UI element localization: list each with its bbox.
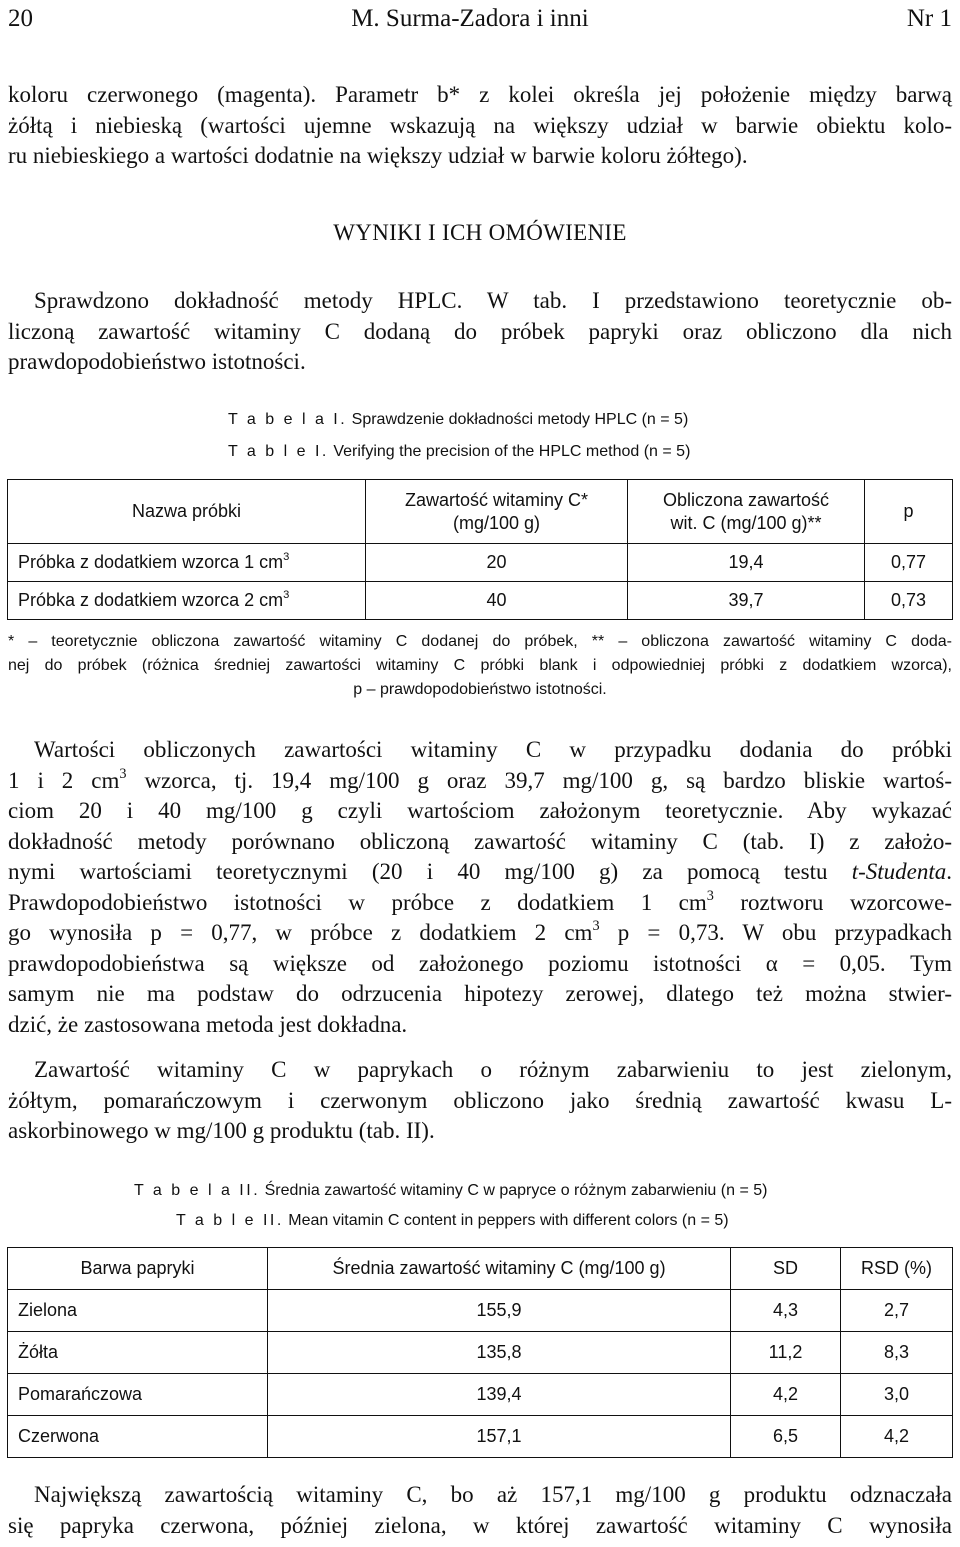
table2-caption-en: [176, 1212, 729, 1230]
table-row: [8, 582, 953, 620]
running-authors: M. Surma-Zadora i inni: [351, 5, 589, 32]
table-cell: [8, 544, 366, 582]
table-cell: 0,77: [865, 544, 953, 582]
table-cell: 157,1: [268, 1416, 731, 1458]
table1: [7, 479, 953, 620]
footnote-line: * – teoretycznie obliczona zawartość witaminy C dodanej do próbek, ** – obliczona zawartość witaminy C doda-: [8, 633, 952, 650]
journal-issue: Nr 1: [906, 5, 952, 32]
page-number: 20: [8, 5, 33, 32]
table-cell: 8,3: [841, 1332, 953, 1374]
text-line: Sprawdzono dokładność metody HPLC. W tab. I przedstawiono teoretycznie ob-: [34, 288, 952, 313]
table-header-row: [8, 480, 953, 544]
col-header: [366, 480, 628, 544]
table-row: [8, 544, 953, 582]
superscript: 3: [283, 551, 290, 564]
table-cell: Pomarańczowa: [8, 1374, 268, 1416]
table1-label-en: T a b l e I.: [228, 443, 329, 460]
table1-label-pl: T a b e l a I.: [228, 411, 348, 428]
running-head: [8, 2, 952, 36]
col-header: p: [865, 480, 953, 544]
text-line: ciom 20 i 40 mg/100 g czyli wartościom założonym teoretycznie. Aby wykazać: [8, 798, 952, 823]
table-cell: 11,2: [731, 1332, 841, 1374]
col-header: Nazwa próbki: [8, 480, 366, 544]
table-cell: 2,7: [841, 1290, 953, 1332]
table-cell: 0,73: [865, 582, 953, 620]
table2: [7, 1247, 953, 1458]
text-line: żółtą i niebieską (wartości ujemne wskazują na większy udział w barwie obiektu kolo-: [8, 112, 952, 138]
table-cell: 4,3: [731, 1290, 841, 1332]
text-line: żółtym, pomarańczowym i czerwonym obliczono jako średnią zawartość kwasu L-: [8, 1087, 952, 1113]
text-line: Wartości obliczonych zawartości witaminy C w przypadku dodania do próbki: [34, 737, 952, 762]
intro-paragraph: [8, 80, 952, 172]
sample-name: Próbka z dodatkiem wzorca 2 cm: [18, 590, 284, 610]
text-line: dokładność metody porównano obliczoną zawartość witaminy C (tab. I) z założo-: [8, 828, 952, 854]
col-header: Barwa papryki: [8, 1248, 268, 1290]
table-cell: 39,7: [628, 582, 865, 620]
table-cell: 6,5: [731, 1416, 841, 1458]
col-header: Średnia zawartość witaminy C (mg/100 g): [268, 1248, 731, 1290]
text-line: prawdopodobieństwa są większe od założonego poziomu istotności α = 0,05. Tym: [8, 950, 952, 976]
table-row: [8, 1332, 953, 1374]
color-paragraph: [8, 1055, 952, 1147]
col-header: RSD (%): [841, 1248, 953, 1290]
section-heading: WYNIKI I ICH OMÓWIENIE: [333, 220, 627, 245]
table-cell: Czerwona: [8, 1416, 268, 1458]
table-cell: 40: [366, 582, 628, 620]
text-line: dzić, że zastosowana metoda jest dokładna.: [8, 1011, 408, 1037]
discussion-paragraph: [8, 735, 952, 1040]
table-row: [8, 1290, 953, 1332]
table2-caption-pl: [134, 1182, 767, 1200]
table2-title-pl: Średnia zawartość witaminy C w papryce o różnym zabarwieniu (n = 5): [264, 1182, 768, 1199]
table-cell: 19,4: [628, 544, 865, 582]
table-cell: 3,0: [841, 1374, 953, 1416]
table1-title-pl: Sprawdzenie dokładności metody HPLC (n = 5): [351, 411, 689, 428]
col-header-line: wit. C (mg/100 g)**: [670, 512, 822, 533]
footnote-line: p – prawdopodobieństwo istotności.: [353, 681, 607, 698]
table-row: [8, 1416, 953, 1458]
results-paragraph: [8, 286, 952, 378]
table-cell: Żółta: [8, 1332, 268, 1374]
col-header-line: Zawartość witaminy C*: [404, 489, 589, 510]
sample-name: Próbka z dodatkiem wzorca 1 cm: [18, 552, 284, 572]
text-line: ru niebieskiego a wartości dodatnie na większy udział w barwie koloru żółtego).: [8, 143, 748, 168]
col-header: SD: [731, 1248, 841, 1290]
table1-caption-pl: [228, 411, 688, 429]
text-line: Największą zawartością witaminy C, bo aż 157,1 mg/100 g produktu odznaczała: [34, 1482, 952, 1507]
table-cell: 139,4: [268, 1374, 731, 1416]
text-line: koloru czerwonego (magenta). Parametr b* z kolei określa jej położenie między barwą: [8, 82, 952, 107]
text-line: prawdopodobieństwo istotności.: [8, 349, 306, 374]
table2-label-pl: T a b e l a II.: [134, 1182, 261, 1199]
text-line: go wynosiła p = 0,77, w próbce z dodatkiem 2 $cm^3$ p = 0,73. W obu przypadkach: [8, 918, 952, 945]
text-line: liczoną zawartość witaminy C dodaną do próbek papryki oraz obliczono dla nich: [8, 318, 952, 344]
closing-paragraph: [8, 1480, 952, 1541]
footnote-line: nej do próbek (różnica średniej zawartości witaminy C próbki blank i odpowiedniej próbki z dodatkiem wzorca),: [8, 657, 952, 674]
table-cell: 4,2: [841, 1416, 953, 1458]
table-cell: [8, 582, 366, 620]
text-line: się papryka czerwona, później zielona, w której zawartość witaminy C wynosiła: [8, 1512, 952, 1538]
table-header-row: [8, 1248, 953, 1290]
table2-label-en: T a b l e II.: [176, 1212, 284, 1229]
text-line: 1 i 2 $cm^3$ wzorca, tj. 19,4 mg/100 g oraz 39,7 mg/100 g, są bardzo bliskie wartoś-: [8, 765, 952, 793]
table2-title-en: Mean vitamin C content in peppers with different colors (n = 5): [288, 1212, 729, 1229]
table1-footnote: [8, 630, 952, 702]
table-cell: 20: [366, 544, 628, 582]
table1-caption-en: [228, 443, 690, 461]
col-header: [628, 480, 865, 544]
table-cell: 135,8: [268, 1332, 731, 1374]
col-header-line: (mg/100 g): [452, 512, 541, 533]
text-line: askorbinowego w mg/100 g produktu (tab. II).: [8, 1118, 435, 1143]
table-cell: 155,9: [268, 1290, 731, 1332]
col-header-line: Obliczona zawartość: [662, 489, 830, 510]
table-cell: 4,2: [731, 1374, 841, 1416]
text-line: Prawdopodobieństwo istotności w próbce z dodatkiem 1 $cm^3$ roztworu wzorcowe-: [8, 887, 952, 915]
text-line: Zawartość witaminy C w paprykach o różnym zabarwieniu to jest zielonym,: [34, 1057, 952, 1082]
table-row: [8, 1374, 953, 1416]
table-cell: Zielona: [8, 1290, 268, 1332]
text-line: samym nie ma podstaw do odrzucenia hipotezy zerowej, dlatego też można stwier-: [8, 981, 952, 1006]
text-line: nymi wartościami teoretycznymi (20 i 40 mg/100 g) za pomocą testu t-Studenta.: [8, 859, 952, 884]
table1-title-en: Verifying the precision of the HPLC method (n = 5): [333, 443, 691, 460]
superscript: 3: [283, 589, 290, 602]
